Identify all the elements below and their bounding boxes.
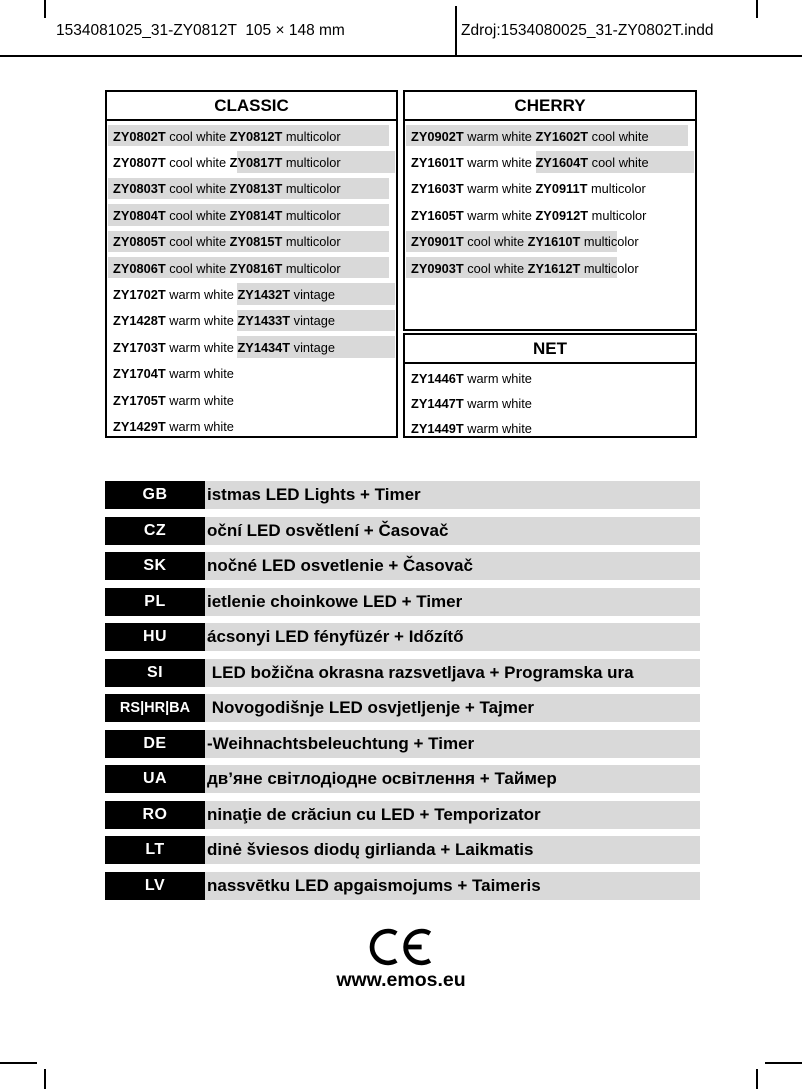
product-row (405, 149, 695, 175)
ce-mark-icon (368, 926, 434, 973)
product-color-label: warm white (165, 366, 234, 382)
language-row (105, 517, 700, 545)
product-color-label: warm white (463, 155, 536, 171)
language-title: ácsonyi LED fényfüzér + Időzítő (205, 623, 700, 651)
product-color-label: cool white (165, 155, 230, 171)
slug-divider-line (455, 6, 457, 56)
net-table-rows (405, 364, 695, 442)
product-row-text (113, 287, 335, 302)
product-row (107, 176, 396, 202)
product-row-text (113, 208, 341, 223)
product-row-text (113, 366, 234, 381)
product-code: ZY1705T (113, 392, 166, 408)
language-title: nassvētku LED apgaismojums + Taimeris (205, 872, 700, 900)
product-code: ZY0807T (113, 155, 166, 171)
product-row-text (113, 261, 341, 276)
language-title: ietlenie choinkowe LED + Timer (205, 588, 700, 616)
product-row-text (411, 371, 532, 386)
product-color-label: multicolor (587, 181, 646, 197)
product-color-label: multicolor (282, 234, 341, 250)
language-badge: CZ (105, 517, 205, 545)
crop-mark-top-left (44, 0, 46, 18)
product-color-label: vintage (290, 313, 335, 329)
product-code: ZY0901T (411, 234, 464, 250)
language-title: oční LED osvětlení + Časovač (205, 517, 700, 545)
product-row (107, 202, 396, 228)
product-code: ZY1429T (113, 418, 166, 434)
website-url: www.emos.eu (336, 969, 466, 991)
language-badge: LT (105, 836, 205, 864)
product-color-label: warm white (463, 181, 536, 197)
product-code: ZY1601T (411, 155, 464, 171)
slug-source-filename: Zdroj:1534080025_31-ZY0802T.indd (461, 22, 714, 39)
language-title: -Weihnachtsbeleuchtung + Timer (205, 730, 700, 758)
product-code: ZY1610T (527, 234, 581, 250)
product-color-label: warm white (463, 207, 536, 223)
product-color-label: cool white (463, 260, 528, 276)
language-row (105, 765, 700, 793)
product-code: ZY1704T (113, 366, 166, 382)
product-color-label: multicolor (282, 207, 341, 223)
product-row (107, 413, 396, 439)
product-code: ZY1703T (113, 339, 166, 355)
product-code: ZY1449T (411, 421, 464, 437)
product-row-text (113, 393, 234, 408)
cherry-table-title: CHERRY (405, 92, 695, 121)
language-title: ninaţie de crăciun cu LED + Temporizator (205, 801, 700, 829)
product-row (107, 281, 396, 307)
product-code: ZY0911T (535, 181, 588, 197)
cherry-table (403, 90, 697, 331)
product-code: ZY0815T (229, 234, 283, 250)
product-row-text (113, 313, 335, 328)
classic-table-title: CLASSIC (107, 92, 396, 121)
product-row-text (411, 234, 639, 249)
language-row (105, 552, 700, 580)
product-row-text (411, 208, 646, 223)
product-code: ZY1612T (527, 260, 581, 276)
product-code: ZY0814T (229, 207, 283, 223)
product-row (405, 229, 695, 255)
product-row-text (411, 396, 532, 411)
product-color-label: cool white (165, 260, 230, 276)
language-row (105, 588, 700, 616)
product-color-label: cool white (463, 234, 528, 250)
product-color-label: multicolor (282, 260, 341, 276)
product-code: ZY1433T (237, 313, 291, 329)
product-code: ZY0912T (535, 207, 589, 223)
product-code: ZY1602T (535, 128, 589, 144)
language-title: LED božična okrasna razsvetljava + Programska ura (205, 659, 700, 687)
product-row (107, 255, 396, 281)
product-color-label: warm white (165, 313, 238, 329)
product-row (405, 176, 695, 202)
language-title-list (105, 481, 700, 900)
product-row (405, 416, 695, 441)
product-row-text (113, 129, 341, 144)
product-color-label: multicolor (282, 128, 341, 144)
product-color-label: warm white (463, 128, 536, 144)
crop-mark-bottom-left-v (44, 1069, 46, 1089)
language-row (105, 872, 700, 900)
product-color-label: warm white (165, 287, 238, 303)
language-badge: SK (105, 552, 205, 580)
product-code: ZY1434T (237, 339, 291, 355)
product-code: ZY0803T (113, 181, 166, 197)
product-code: ZY1603T (411, 181, 464, 197)
product-code: ZY0805T (113, 234, 166, 250)
product-color-label: warm white (165, 339, 238, 355)
language-badge: HU (105, 623, 205, 651)
product-color-label: vintage (290, 287, 335, 303)
product-code: ZY0806T (113, 260, 166, 276)
language-title: istmas LED Lights + Timer (205, 481, 700, 509)
cherry-table-rows (405, 121, 695, 281)
product-row-text (113, 234, 341, 249)
product-code: ZY0817T (229, 155, 283, 171)
product-color-label: cool white (165, 181, 230, 197)
product-row (107, 123, 396, 149)
classic-table-rows (107, 121, 396, 440)
product-color-label: multicolor (588, 207, 647, 223)
product-color-label: cool white (165, 207, 230, 223)
language-badge: SI (105, 659, 205, 687)
language-row (105, 659, 700, 687)
product-code: ZY0903T (411, 260, 464, 276)
product-row-text (411, 261, 639, 276)
crop-mark-top-right (756, 0, 758, 18)
product-row-text (113, 340, 335, 355)
product-row (107, 149, 396, 175)
product-row (405, 391, 695, 416)
product-code: ZY1604T (535, 155, 589, 171)
product-row (107, 229, 396, 255)
product-row (107, 308, 396, 334)
product-row-text (411, 181, 646, 196)
slug-filename-left: 1534081025_31-ZY0812T 105 × 148 mm (56, 22, 345, 39)
product-code: ZY0804T (113, 207, 166, 223)
product-color-label: multicolor (580, 260, 639, 276)
product-color-label: multicolor (282, 181, 341, 197)
classic-table (105, 90, 398, 438)
product-row-text (411, 421, 532, 436)
language-badge: LV (105, 872, 205, 900)
product-code: ZY0902T (411, 128, 464, 144)
language-title: дв’яне світлодіодне освітлення + Таймер (205, 765, 700, 793)
language-title: dinė šviesos diodų girlianda + Laikmatis (205, 836, 700, 864)
product-color-label: cool white (165, 234, 230, 250)
product-code: ZY0812T (229, 128, 283, 144)
product-color-label: multicolor (282, 155, 341, 171)
product-code: ZY1432T (237, 287, 291, 303)
product-color-label: vintage (290, 339, 335, 355)
product-code: ZY1702T (113, 287, 166, 303)
product-row-text (113, 181, 341, 196)
product-code: ZY0813T (229, 181, 283, 197)
product-row-text (411, 129, 649, 144)
product-code: ZY0816T (229, 260, 283, 276)
language-badge: RS|HR|BA (105, 694, 205, 722)
product-row (107, 387, 396, 413)
language-row (105, 623, 700, 651)
crop-mark-bottom-left-h (0, 1062, 37, 1064)
header-rule (0, 55, 802, 57)
product-code: ZY1446T (411, 371, 464, 387)
language-badge: PL (105, 588, 205, 616)
language-row (105, 730, 700, 758)
crop-mark-bottom-right-v (756, 1069, 758, 1089)
product-code: ZY1605T (411, 207, 464, 223)
product-color-label: multicolor (580, 234, 639, 250)
language-title: nočné LED osvetlenie + Časovač (205, 552, 700, 580)
language-row (105, 801, 700, 829)
product-row-text (113, 155, 341, 170)
product-row-text (113, 419, 234, 434)
language-badge: DE (105, 730, 205, 758)
product-row (405, 123, 695, 149)
net-table (403, 333, 697, 438)
product-color-label: warm white (463, 371, 532, 387)
language-title: Novogodišnje LED osvjetljenje + Tajmer (205, 694, 700, 722)
crop-mark-bottom-right-h (765, 1062, 802, 1064)
language-row (105, 694, 700, 722)
net-table-title: NET (405, 335, 695, 364)
product-color-label: cool white (588, 128, 649, 144)
product-row (405, 202, 695, 228)
product-row (405, 255, 695, 281)
product-color-label: warm white (165, 418, 234, 434)
language-badge: RO (105, 801, 205, 829)
language-row (105, 836, 700, 864)
product-color-label: cool white (165, 128, 230, 144)
product-code: ZY1428T (113, 313, 166, 329)
product-color-label: warm white (463, 421, 532, 437)
product-color-label: warm white (463, 396, 532, 412)
product-color-label: warm white (165, 392, 234, 408)
product-row-text (411, 155, 649, 170)
product-code: ZY0802T (113, 128, 166, 144)
language-row (105, 481, 700, 509)
language-badge: UA (105, 765, 205, 793)
product-row (107, 334, 396, 360)
product-code: ZY1447T (411, 396, 464, 412)
product-color-label: cool white (588, 155, 649, 171)
language-badge: GB (105, 481, 205, 509)
product-row (107, 361, 396, 387)
product-row (405, 366, 695, 391)
